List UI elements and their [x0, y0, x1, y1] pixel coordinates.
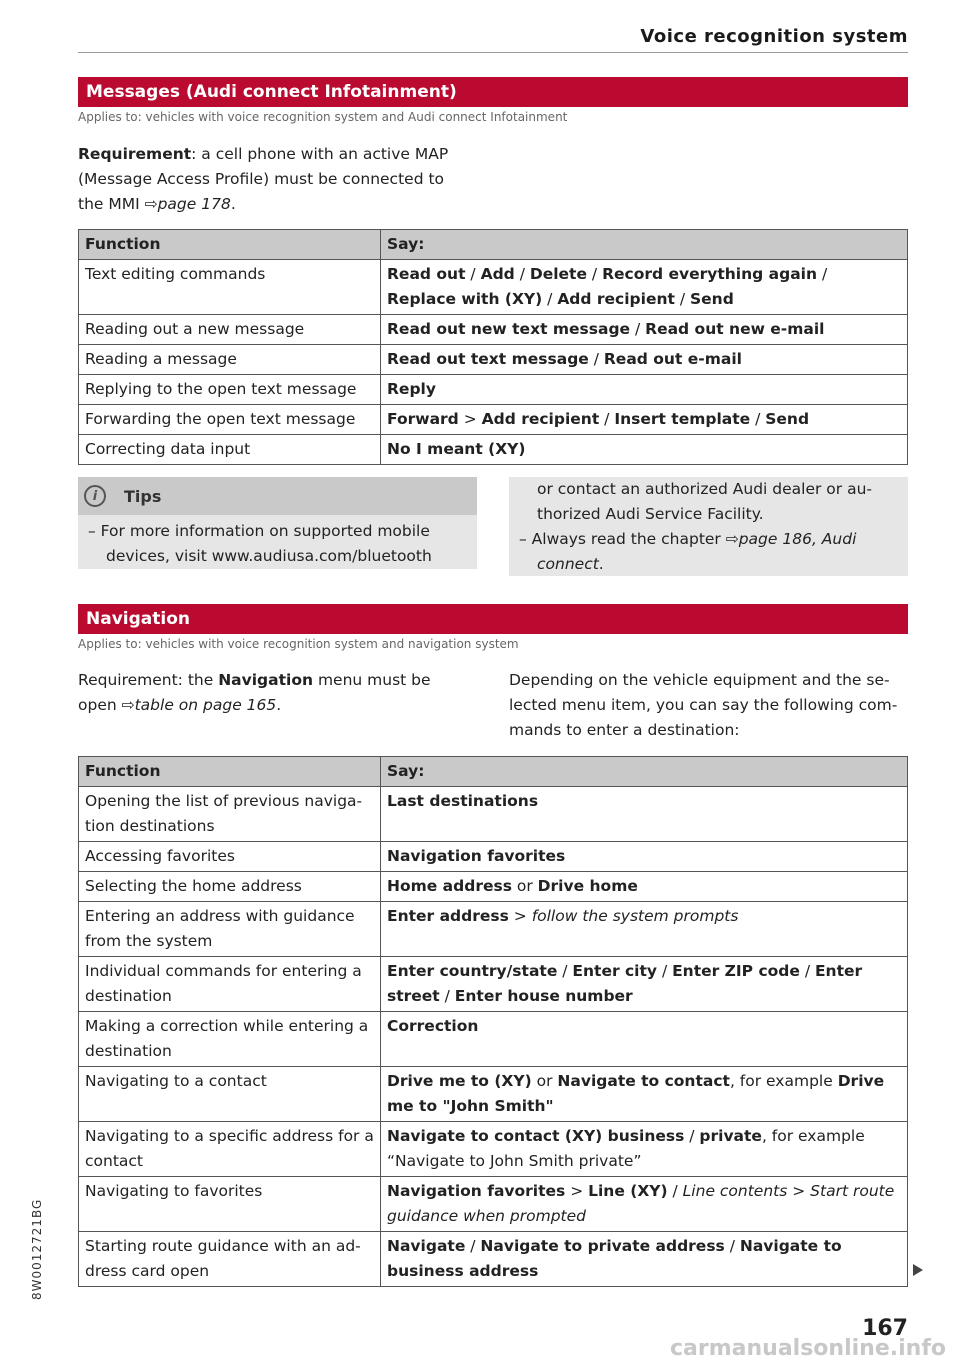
table-row	[79, 315, 908, 345]
say-cell: Last destinations	[381, 787, 908, 842]
say-cell: Reply	[381, 375, 908, 405]
nav-intro-line-2: lected menu item, you can say the following com-	[509, 696, 898, 714]
function-cell: Entering an address with guidance from the system	[79, 902, 381, 957]
nav-req-text: Requirement: the	[78, 671, 219, 689]
say-cell: Enter address > follow the system prompts	[381, 902, 908, 957]
say-cell: Read out new text message / Read out new e-mail	[381, 315, 908, 345]
function-cell: Forwarding the open text message	[79, 405, 381, 435]
nav-intro-line-1: Depending on the vehicle equipment and the se-	[509, 671, 890, 689]
tips-continuation	[509, 477, 908, 576]
tips-cont-text: – Always read the chapter	[519, 530, 726, 548]
table-row	[79, 1177, 908, 1232]
tips-cont-end: .	[598, 555, 604, 573]
navigation-requirement	[78, 668, 478, 718]
say-cell: Navigation favorites > Line (XY) / Line contents > Start route guidance when prompted	[381, 1177, 908, 1232]
nav-req-bold: Navigation	[218, 671, 314, 689]
column-header-function: Function	[79, 230, 381, 260]
function-cell: Navigating to a specific address for a contact	[79, 1122, 381, 1177]
navigation-commands-table	[78, 756, 908, 1287]
tips-label: Tips	[124, 486, 162, 506]
say-cell: Home address or Drive home	[381, 872, 908, 902]
page-number: 167	[862, 1316, 908, 1341]
tips-cont-line-4	[519, 552, 900, 577]
tips-line-2: devices, visit www.audiusa.com/bluetooth	[106, 547, 432, 565]
tips-box	[78, 477, 477, 569]
table-row	[79, 872, 908, 902]
table-row	[79, 1122, 908, 1177]
say-cell: Forward > Add recipient / Insert template / Send	[381, 405, 908, 435]
table-row	[79, 957, 908, 1012]
function-cell: Opening the list of previous naviga-tion destinations	[79, 787, 381, 842]
table-row	[79, 1012, 908, 1067]
header-divider	[78, 52, 908, 53]
messages-requirement	[78, 142, 478, 217]
table-ref-link[interactable]: ⇨table on page 165	[121, 696, 277, 714]
table-row	[79, 902, 908, 957]
requirement-text-2: (Message Access Profile) must be connected to	[78, 170, 445, 188]
tips-line-1: – For more information on supported mobile	[88, 522, 430, 540]
table-row	[79, 842, 908, 872]
column-header-function: Function	[79, 757, 381, 787]
continue-arrow-icon	[913, 1264, 923, 1276]
function-cell: Selecting the home address	[79, 872, 381, 902]
requirement-label: Requirement	[78, 145, 192, 163]
table-header-row	[79, 230, 908, 260]
function-cell: Correcting data input	[79, 435, 381, 465]
page-ref-link[interactable]: ⇨page 178	[144, 195, 231, 213]
column-header-say: Say:	[381, 757, 908, 787]
tips-cont-line-2: thorized Audi Service Facility.	[537, 505, 764, 523]
say-cell: Navigation favorites	[381, 842, 908, 872]
document-code: 8W0012721BG	[30, 1198, 44, 1300]
function-cell: Reading out a new message	[79, 315, 381, 345]
requirement-end: .	[230, 195, 236, 213]
requirement-text-3: the MMI	[78, 195, 145, 213]
function-cell: Making a correction while entering a destination	[79, 1012, 381, 1067]
table-row	[79, 1232, 908, 1287]
requirement-text: : a cell phone with an active MAP	[191, 145, 449, 163]
function-cell: Starting route guidance with an ad-dress card open	[79, 1232, 381, 1287]
navigation-intro	[509, 668, 909, 743]
tips-header	[78, 477, 477, 515]
nav-req-text-3: open	[78, 696, 122, 714]
say-cell: Enter country/state / Enter city / Enter ZIP code / Enter street / Enter house number	[381, 957, 908, 1012]
table-row	[79, 260, 908, 315]
tips-cont-line-3	[519, 527, 900, 552]
audi-connect-link-2[interactable]: connect	[537, 555, 599, 573]
table-row	[79, 435, 908, 465]
nav-req-text-2: menu must be	[313, 671, 431, 689]
info-icon: i	[84, 485, 106, 507]
table-row	[79, 1067, 908, 1122]
say-cell: No I meant (XY)	[381, 435, 908, 465]
running-header: Voice recognition system	[640, 26, 908, 47]
table-header-row	[79, 757, 908, 787]
audi-connect-link[interactable]: ⇨page 186, Audi	[725, 530, 857, 548]
say-cell: Navigate to contact (XY) business / private, for example “Navigate to John Smith private”	[381, 1122, 908, 1177]
watermark: carmanualsonline.info	[670, 1336, 946, 1361]
function-cell: Replying to the open text message	[79, 375, 381, 405]
function-cell: Navigating to favorites	[79, 1177, 381, 1232]
nav-intro-line-3: mands to enter a destination:	[509, 721, 740, 739]
function-cell: Reading a message	[79, 345, 381, 375]
say-cell: Correction	[381, 1012, 908, 1067]
say-cell: Navigate / Navigate to private address / Navigate to business address	[381, 1232, 908, 1287]
function-cell: Individual commands for entering a destination	[79, 957, 381, 1012]
say-cell: Read out / Add / Delete / Record everything again / Replace with (XY) / Add recipient / Send	[381, 260, 908, 315]
nav-req-end: .	[276, 696, 282, 714]
function-cell: Accessing favorites	[79, 842, 381, 872]
column-header-say: Say:	[381, 230, 908, 260]
applies-to-messages: Applies to: vehicles with voice recognition system and Audi connect Infotainment	[78, 110, 568, 124]
say-cell: Drive me to (XY) or Navigate to contact, for example Drive me to "John Smith"	[381, 1067, 908, 1122]
section-heading-navigation: Navigation	[78, 604, 908, 634]
section-heading-messages: Messages (Audi connect Infotainment)	[78, 77, 908, 107]
tips-body	[78, 515, 477, 569]
say-cell: Read out text message / Read out e-mail	[381, 345, 908, 375]
function-cell: Navigating to a contact	[79, 1067, 381, 1122]
table-row	[79, 405, 908, 435]
tips-cont-line-1: or contact an authorized Audi dealer or au-	[537, 480, 872, 498]
table-row	[79, 375, 908, 405]
applies-to-navigation: Applies to: vehicles with voice recognition system and navigation system	[78, 637, 519, 651]
table-row	[79, 345, 908, 375]
function-cell: Text editing commands	[79, 260, 381, 315]
messages-commands-table	[78, 229, 908, 465]
table-row	[79, 787, 908, 842]
